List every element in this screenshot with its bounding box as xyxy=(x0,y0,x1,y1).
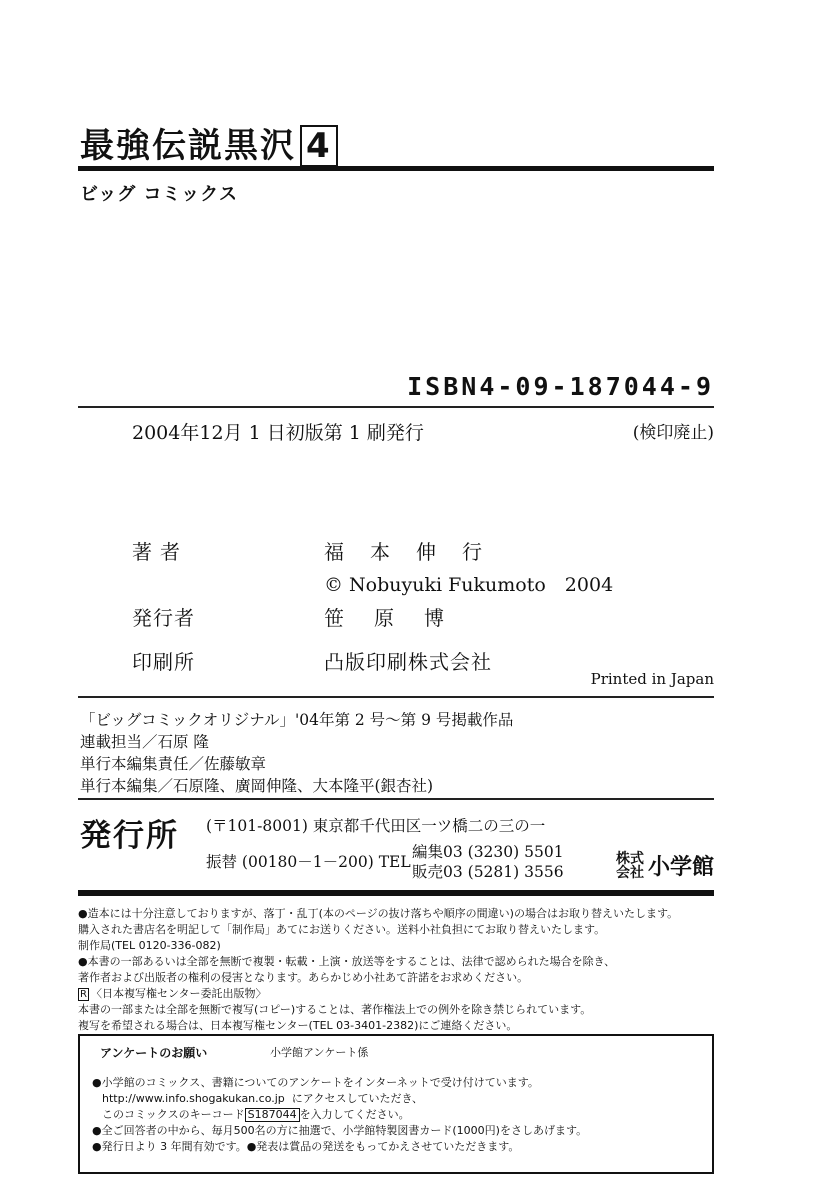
notice-defect: ●造本には十分注意しておりますが、落丁・乱丁(本のページの抜け落ちや順序の間違い)の場合はお取り替えいたします。 xyxy=(78,907,679,920)
survey-intro: ●小学館のコミックス、書籍についてのアンケートをインターネットで受け付けています。 xyxy=(92,1076,539,1089)
notice-jrrc xyxy=(78,986,267,1002)
notice-photocopy-contact: 複写を希望される場合は、日本複写権センター(TEL 03-3401-2382)にご連絡ください。 xyxy=(78,1019,518,1032)
company-name: 小学館 xyxy=(647,855,714,880)
serial-editor: 連載担当／石原 隆 xyxy=(80,733,209,751)
divider-isbn xyxy=(78,406,714,408)
volume-editor-chief: 単行本編集責任／佐藤敏章 xyxy=(80,755,267,773)
volume-number: 4 xyxy=(300,125,338,167)
first-edition-date: 2004年12月 1 日初版第 1 刷発行 xyxy=(132,422,424,444)
survey-prize: ●全ご回答者の中から、毎月500名の方に抽選で、小学館特製図書カード(1000円)をさしあげます。 xyxy=(92,1124,588,1137)
book-title xyxy=(80,118,338,167)
printer-name: 凸版印刷株式会社 xyxy=(324,650,492,674)
notice-return: 購入された書店名を明記して「制作局」あてにお送りください。送料小社負担にてお取り替えいたします。 xyxy=(78,923,606,936)
survey-box xyxy=(78,1034,714,1174)
printer-label: 印刷所 xyxy=(132,650,195,674)
survey-validity: ●発行日より 3 年間有効です。●発表は賞品の発送をもってかえさせていただきます。 xyxy=(92,1140,520,1153)
keycode-box: S187044 xyxy=(245,1108,300,1122)
isbn: ISBN4-09-187044-9 xyxy=(407,372,714,401)
seal-abolished-note: (検印廃止) xyxy=(632,423,714,443)
postal-transfer: 振替 (00180－1－200) TEL xyxy=(206,853,411,871)
author-name: 福本伸行 xyxy=(324,540,508,564)
volume-editors: 単行本編集／石原隆、廣岡伸隆、大本隆平(銀杏社) xyxy=(80,777,434,795)
divider-top xyxy=(78,166,714,171)
copyright-line: © Nobuyuki Fukumoto 2004 xyxy=(324,574,614,596)
office-address: (〒101-8001) 東京都千代田区一ツ橋二の三の一 xyxy=(206,817,546,835)
publisher-name: 笹原博 xyxy=(324,606,474,630)
printed-in-japan: Printed in Japan xyxy=(590,670,714,688)
keycode-suffix: を入力してください。 xyxy=(299,1108,410,1121)
registered-mark-icon: R xyxy=(80,989,87,1000)
divider-office xyxy=(78,890,714,896)
keycode-prefix: このコミックスのキーコード xyxy=(102,1108,245,1121)
survey-keycode-line xyxy=(102,1106,410,1122)
notice-photocopy: 本書の一部または全部を無断で複写(コピー)することは、著作権法上での例外を除き禁じられています。 xyxy=(78,1003,592,1016)
notice-rights: 著作者および出版者の権利の侵害となります。あらかじめ小社あて許諾をお求めください。 xyxy=(78,971,529,984)
serialization-note: 「ビッグコミックオリジナル」'04年第 2 号～第 9 号掲載作品 xyxy=(80,711,514,729)
publishing-office-label: 発行所 xyxy=(80,818,179,854)
jrrc-text: 〈日本複写権センター委託出版物〉 xyxy=(90,987,267,1000)
survey-url-link[interactable]: http://www.info.shogakukan.co.jp xyxy=(102,1092,285,1105)
company-type-line2: 会社 xyxy=(615,864,644,881)
sales-phone: 販売03 (5281) 3556 xyxy=(412,863,564,881)
publisher-logo xyxy=(616,850,714,881)
survey-heading: アンケートのお願い xyxy=(100,1046,208,1060)
book-title-text: 最強伝説黒沢 xyxy=(80,126,296,166)
survey-url-suffix: にアクセスしていただき、 xyxy=(291,1092,424,1105)
divider-credits xyxy=(78,696,714,698)
series-name: ビッグ コミックス xyxy=(80,184,239,205)
company-type xyxy=(616,852,644,880)
survey-department: 小学館アンケート係 xyxy=(270,1046,369,1059)
survey-url-line xyxy=(102,1090,423,1106)
notice-copyright: ●本書の一部あるいは全部を無断で複製・転載・上演・放送等をすることは、法律で認められた場合を除き、 xyxy=(78,955,616,968)
divider-staff xyxy=(78,798,714,800)
notice-production: 制作局(TEL 0120-336-082) xyxy=(78,939,221,952)
company-type-line1: 株式 xyxy=(615,850,644,867)
author-label: 著者 xyxy=(132,540,188,564)
publisher-label: 発行者 xyxy=(132,606,195,630)
editorial-phone: 編集03 (3230) 5501 xyxy=(412,843,564,861)
